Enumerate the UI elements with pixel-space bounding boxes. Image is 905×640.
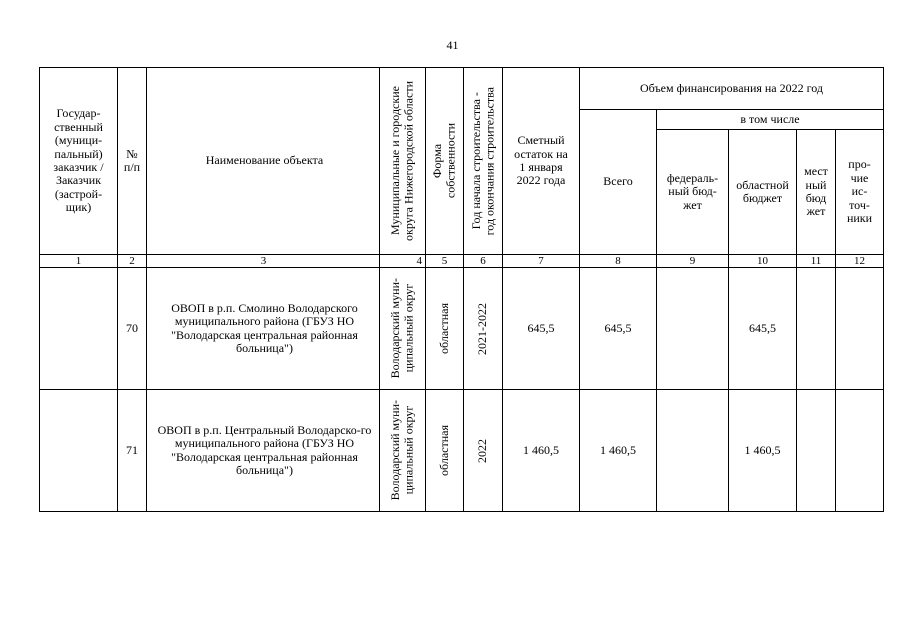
header-other: про- чие ис- точ- ники bbox=[836, 130, 884, 255]
cell-federal bbox=[657, 390, 729, 512]
column-number: 8 bbox=[580, 255, 657, 268]
table-row bbox=[40, 390, 884, 512]
cell-object-name: ОВОП в р.п. Центральный Володарско-го муниципального района (ГБУЗ НО "Володарская центральная районная больница") bbox=[147, 390, 380, 512]
cell-num: 70 bbox=[118, 268, 147, 390]
cell-federal bbox=[657, 268, 729, 390]
cell-local bbox=[797, 390, 836, 512]
cell-other bbox=[836, 390, 884, 512]
header-balance: Сметный остаток на 1 января 2022 года bbox=[503, 68, 580, 255]
column-number: 3 bbox=[147, 255, 380, 268]
table-row bbox=[40, 268, 884, 390]
column-number: 4 bbox=[380, 255, 426, 268]
cell-ownership: областная bbox=[426, 390, 464, 512]
header-municipality: Муниципальные и городские округа Нижегородской области bbox=[380, 68, 426, 255]
header-ownership: Форма собственности bbox=[426, 68, 464, 255]
cell-regional: 645,5 bbox=[729, 268, 797, 390]
cell-total: 645,5 bbox=[580, 268, 657, 390]
cell-balance: 1 460,5 bbox=[503, 390, 580, 512]
column-number: 10 bbox=[729, 255, 797, 268]
column-number: 1 bbox=[40, 255, 118, 268]
cell-local bbox=[797, 268, 836, 390]
cell-municipality: Володарский муни- ципальный округ bbox=[380, 268, 426, 390]
header-federal: федераль- ный бюд- жет bbox=[657, 130, 729, 255]
page-number: 41 bbox=[446, 38, 459, 52]
header-total: Всего bbox=[580, 110, 657, 255]
cell-customer bbox=[40, 268, 118, 390]
cell-balance: 645,5 bbox=[503, 268, 580, 390]
cell-years: 2021-2022 bbox=[464, 268, 503, 390]
header-local: мест ный бюд жет bbox=[797, 130, 836, 255]
column-number: 12 bbox=[836, 255, 884, 268]
column-number: 5 bbox=[426, 255, 464, 268]
column-numbers-row bbox=[40, 255, 884, 268]
header-row-1 bbox=[40, 68, 884, 110]
column-number: 7 bbox=[503, 255, 580, 268]
cell-customer bbox=[40, 390, 118, 512]
column-number: 2 bbox=[118, 255, 147, 268]
header-regional: областной бюджет bbox=[729, 130, 797, 255]
column-number: 9 bbox=[657, 255, 729, 268]
header-num: № п/п bbox=[118, 68, 147, 255]
cell-num: 71 bbox=[118, 390, 147, 512]
header-years: Год начала строительства - год окончания строительства bbox=[464, 68, 503, 255]
cell-object-name: ОВОП в р.п. Смолино Володарского муниципального района (ГБУЗ НО "Володарская центральная районная больница") bbox=[147, 268, 380, 390]
cell-total: 1 460,5 bbox=[580, 390, 657, 512]
financing-table bbox=[39, 67, 884, 512]
cell-other bbox=[836, 268, 884, 390]
column-number: 6 bbox=[464, 255, 503, 268]
header-customer: Государ- ственный (муници- пальный) заказчик / Заказчик (застрой- щик) bbox=[40, 68, 118, 255]
header-object-name: Наименование объекта bbox=[147, 68, 380, 255]
header-including: в том числе bbox=[657, 110, 884, 130]
cell-municipality: Володарский муни- ципальный округ bbox=[380, 390, 426, 512]
column-number: 11 bbox=[797, 255, 836, 268]
cell-years: 2022 bbox=[464, 390, 503, 512]
cell-regional: 1 460,5 bbox=[729, 390, 797, 512]
header-financing: Объем финансирования на 2022 год bbox=[580, 68, 884, 110]
cell-ownership: областная bbox=[426, 268, 464, 390]
